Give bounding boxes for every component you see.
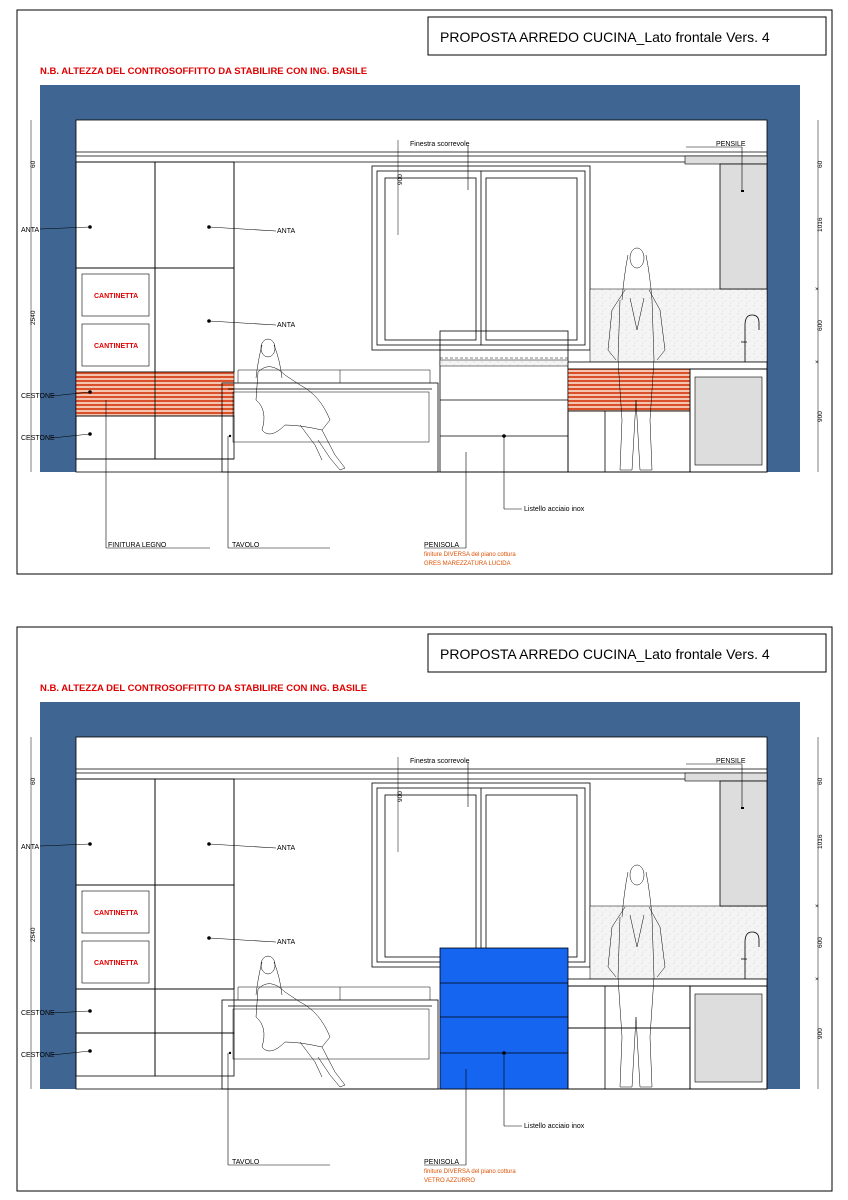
- dishwasher: [695, 377, 762, 465]
- tavolo-label: TAVOLO: [232, 542, 260, 549]
- pensile-top-strip: [685, 156, 767, 164]
- cantinetta-label-1: CANTINETTA: [94, 293, 139, 300]
- penisola-note-2: GRES MAREZZATURA LUCIDA: [424, 561, 511, 567]
- ceiling-note: N.B. ALTEZZA DEL CONTROSOFFITTO DA STABILIRE CON ING. BASILE: [40, 683, 368, 694]
- svg-text:900: 900: [817, 411, 824, 422]
- sheet-version-b: [17, 627, 832, 1191]
- listello-label: Listello acciaio inox: [524, 1123, 585, 1130]
- svg-text:60: 60: [30, 777, 37, 785]
- svg-text:1016: 1016: [817, 217, 824, 232]
- svg-text:600: 600: [817, 320, 824, 331]
- finitura-label: FINITURA LEGNO: [108, 542, 167, 549]
- anta-label-mid2: ANTA: [277, 322, 296, 329]
- cestone-label-2: CESTONE: [21, 1052, 55, 1059]
- listello-label: Listello acciaio inox: [524, 506, 585, 513]
- svg-text:60: 60: [30, 160, 37, 168]
- backsplash: [590, 289, 767, 362]
- penisola-note-2: VETRO AZZURRO: [424, 1178, 476, 1184]
- svg-text:1016: 1016: [817, 834, 824, 849]
- svg-text:900: 900: [397, 791, 404, 802]
- svg-text:2540: 2540: [30, 927, 37, 942]
- pensile: [720, 781, 767, 906]
- svg-text:×: ×: [815, 286, 819, 293]
- countertop: [568, 362, 767, 369]
- window-label: Finestra scorrevole: [410, 758, 470, 765]
- pensile: [720, 164, 767, 289]
- pensile-label: PENSILE: [716, 141, 746, 148]
- cantinetta-label-1: CANTINETTA: [94, 910, 139, 917]
- cestone-label-1: CESTONE: [21, 393, 55, 400]
- sheet-version-a: [17, 10, 832, 574]
- penisola-note-1: finiture DIVERSA del piano cottura: [424, 552, 516, 558]
- cantinetta-label-2: CANTINETTA: [94, 960, 139, 967]
- pensile-label: PENSILE: [716, 758, 746, 765]
- window-label: Finestra scorrevole: [410, 141, 470, 148]
- tavolo-label: TAVOLO: [232, 1159, 260, 1166]
- svg-text:900: 900: [817, 1028, 824, 1039]
- anta-label-left: ANTA: [21, 227, 40, 234]
- penisola-note-1: finiture DIVERSA del piano cottura: [424, 1169, 516, 1175]
- anta-label-mid2: ANTA: [277, 939, 296, 946]
- ceiling-note: N.B. ALTEZZA DEL CONTROSOFFITTO DA STABILIRE CON ING. BASILE: [40, 66, 368, 77]
- cestone-label-1: CESTONE: [21, 1010, 55, 1017]
- svg-text:60: 60: [817, 777, 824, 785]
- sheet-title: PROPOSTA ARREDO CUCINA_Lato frontale Vers. 4: [440, 29, 770, 45]
- penisola-label: PENISOLA: [424, 1159, 460, 1166]
- anta-label-mid1: ANTA: [277, 228, 296, 235]
- svg-text:×: ×: [815, 903, 819, 910]
- svg-text:600: 600: [817, 937, 824, 948]
- penisola-label: PENISOLA: [424, 542, 460, 549]
- cestone-label-2: CESTONE: [21, 435, 55, 442]
- sheet-title: PROPOSTA ARREDO CUCINA_Lato frontale Vers. 4: [440, 646, 770, 662]
- svg-text:×: ×: [815, 359, 819, 366]
- anta-label-left: ANTA: [21, 844, 40, 851]
- cantinetta-label-2: CANTINETTA: [94, 343, 139, 350]
- svg-text:60: 60: [817, 160, 824, 168]
- svg-text:2540: 2540: [30, 310, 37, 325]
- svg-text:×: ×: [815, 976, 819, 983]
- anta-label-mid1: ANTA: [277, 845, 296, 852]
- dim-900-window: 900: [397, 174, 404, 185]
